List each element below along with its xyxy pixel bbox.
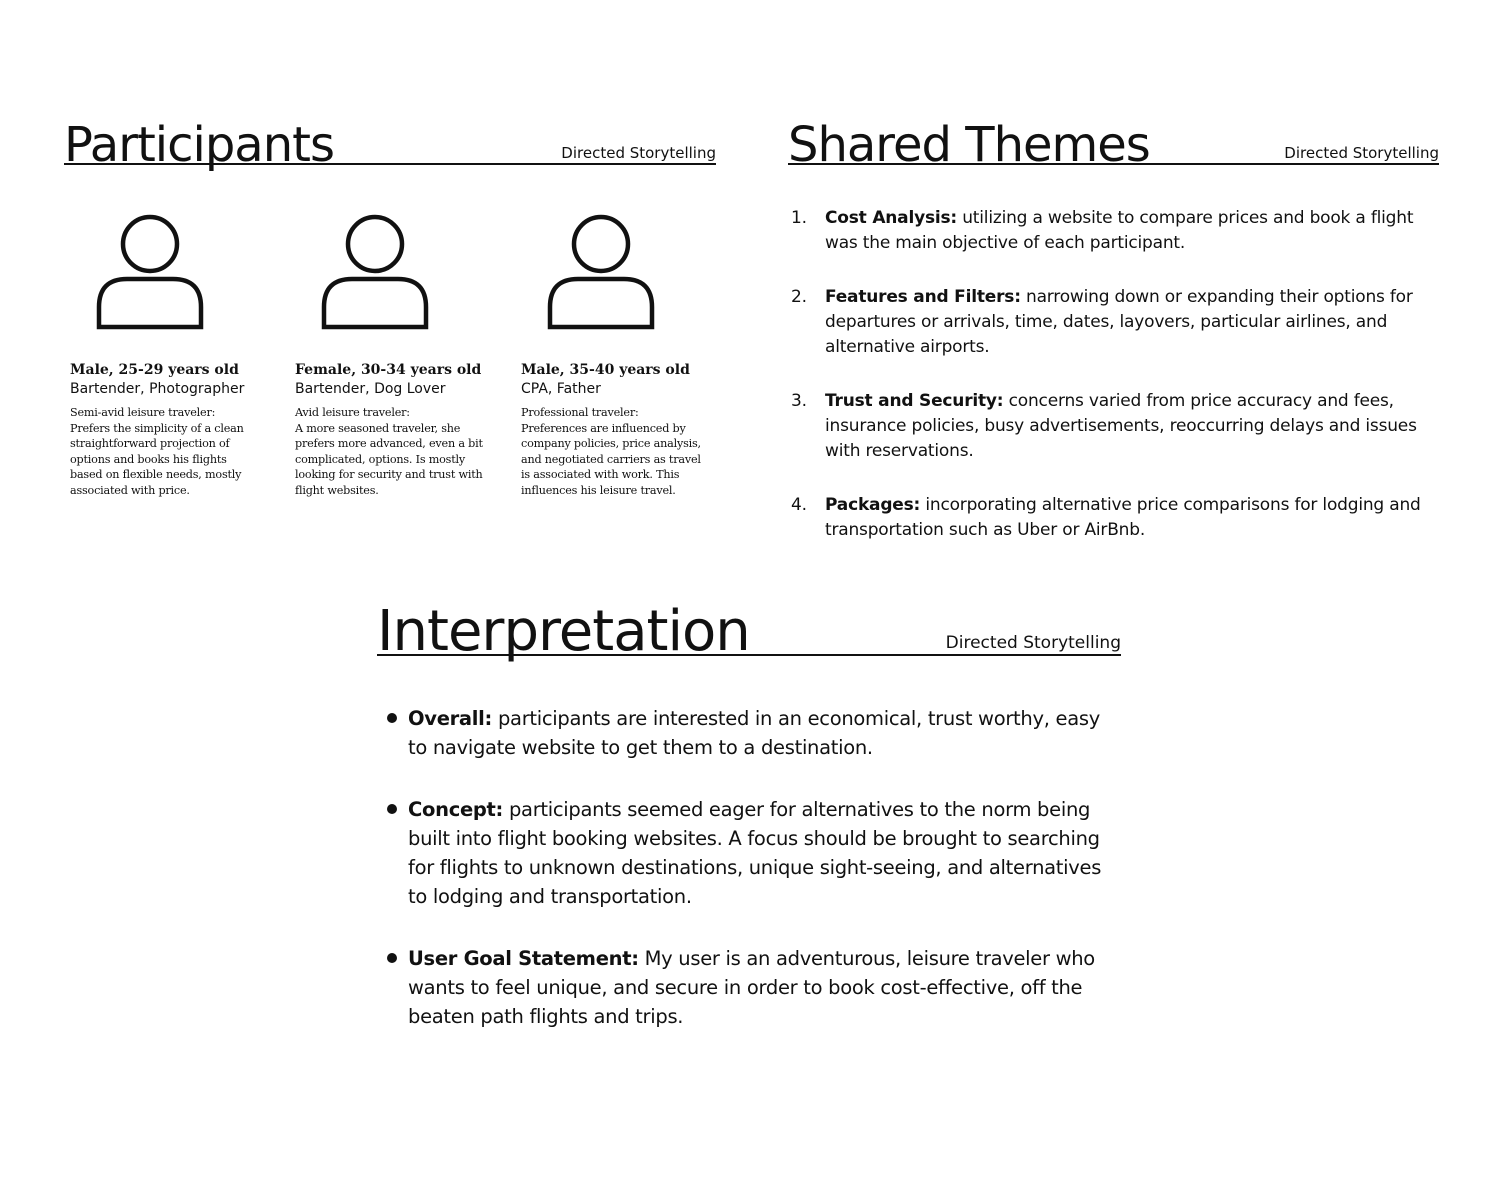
participant-card <box>521 212 726 499</box>
interpretation-header <box>377 590 1121 664</box>
theme-text: narrowing down or expanding their options for departures or arrivals, time, dates, layovers, particular airlines, and alternative airports. <box>825 287 1413 357</box>
interpretation-term: Overall: <box>408 707 493 730</box>
user-icon <box>96 212 204 330</box>
bullet-icon <box>387 713 397 723</box>
interpretation-text: participants seemed eager for alternatives to the norm being built into flight booking websites. A focus should be brought to searching for flights to unknown destinations, unique sight-seeing, and alternatives to lodging and transportation. <box>408 798 1102 908</box>
participants-title: Participants <box>64 117 334 173</box>
participant-description: Avid leisure traveler: A more seasoned traveler, she prefers more advanced, even a bit complicated, options. Is mostly looking for security and trust with flight websites. <box>295 406 483 497</box>
user-icon <box>321 212 429 330</box>
participant-demographic: Female, 30-34 years old <box>295 362 482 378</box>
interpretation-term: Concept: <box>408 798 504 821</box>
theme-item <box>791 389 1441 464</box>
bullet-icon <box>387 953 397 963</box>
theme-number: 1. <box>791 208 807 228</box>
interpretation-title: Interpretation <box>377 599 750 664</box>
theme-item <box>791 206 1441 256</box>
theme-term: Features and Filters: <box>825 287 1021 307</box>
shared-themes-list <box>791 206 1441 572</box>
participant-role: Bartender, Photographer <box>70 381 245 397</box>
theme-number: 4. <box>791 495 807 515</box>
shared-themes-header <box>788 108 1439 173</box>
interpretation-item <box>384 944 1124 1031</box>
participant-description: Semi-avid leisure traveler: Prefers the simplicity of a clean straightforward projection of options and books his flights based on flexible needs, mostly associated with price. <box>70 406 244 497</box>
theme-item <box>791 493 1441 543</box>
participant-role: CPA, Father <box>521 381 601 397</box>
interpretation-item <box>384 795 1124 911</box>
theme-term: Cost Analysis: <box>825 208 958 228</box>
shared-themes-title: Shared Themes <box>788 117 1150 173</box>
bullet-icon <box>387 804 397 814</box>
interpretation-text: participants are interested in an economical, trust worthy, easy to navigate website to get them to a destination. <box>408 707 1100 759</box>
participant-card <box>295 212 500 499</box>
participant-card <box>70 212 275 499</box>
theme-number: 2. <box>791 287 807 307</box>
theme-text: incorporating alternative price comparisons for lodging and transportation such as Uber or AirBnb. <box>825 495 1421 540</box>
theme-text: concerns varied from price accuracy and fees, insurance policies, busy advertisements, reoccurring delays and issues with reservations. <box>825 391 1417 461</box>
shared-themes-subtitle: Directed Storytelling <box>1284 144 1439 162</box>
interpretation-subtitle: Directed Storytelling <box>945 633 1121 653</box>
participant-demographic: Male, 35-40 years old <box>521 362 690 378</box>
participant-role: Bartender, Dog Lover <box>295 381 446 397</box>
participants-subtitle: Directed Storytelling <box>561 144 716 162</box>
participant-demographic: Male, 25-29 years old <box>70 362 239 378</box>
theme-term: Trust and Security: <box>825 391 1004 411</box>
theme-item <box>791 285 1441 360</box>
theme-text: utilizing a website to compare prices and book a flight was the main objective of each participant. <box>825 208 1414 253</box>
user-icon <box>547 212 655 330</box>
interpretation-term: User Goal Statement: <box>408 947 639 970</box>
interpretation-text: My user is an adventurous, leisure traveler who wants to feel unique, and secure in order to book cost-effective, off the beaten path flights and trips. <box>408 947 1095 1028</box>
theme-number: 3. <box>791 391 807 411</box>
interpretation-item <box>384 704 1124 762</box>
participant-description: Professional traveler: Preferences are influenced by company policies, price analysis, and negotiated carriers as travel is associated with work. This influences his leisure travel. <box>521 406 701 497</box>
interpretation-list <box>384 704 1124 1064</box>
participants-header <box>64 108 716 173</box>
theme-term: Packages: <box>825 495 921 515</box>
